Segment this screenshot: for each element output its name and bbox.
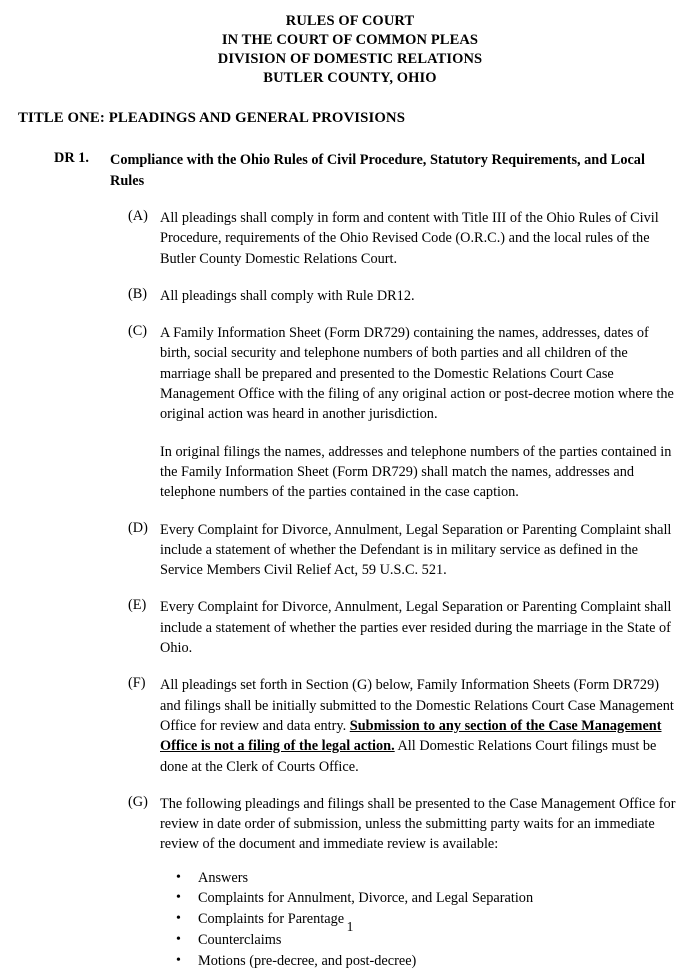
item-c-body [160,323,682,502]
item-f-text-before: All pleadings set forth in Section (G) below, Family Information Sheets (Form DR729) and filings shall be initially submitted to the Domestic Relations Court Case Management Office for review and data entry. [160,677,674,734]
item-f-text-after: All Domestic Relations Court filings must be done at the Clerk of Courts Office. [160,738,657,775]
item-f-emphasis: Submission to any section of the Case Management Office is not a filing of the legal action. [160,717,662,755]
item-c [18,323,682,502]
title-one-heading: TITLE ONE: PLEADINGS AND GENERAL PROVISIONS [18,110,406,127]
item-c-paragraph-2: In original filings the names, addresses and telephone numbers of the parties contained in the Family Information Sheet (Form DR729) shall match the names, addresses and telephone numbers of the parties contained in the case caption. [160,443,672,501]
rule-dr1 [18,150,682,191]
item-e-label: (E) [128,597,147,614]
header-line-3: DIVISION OF DOMESTIC RELATIONS [217,50,483,67]
item-b-body [160,286,682,306]
item-f-paragraph-1 [160,675,682,776]
item-f-label: (F) [128,675,146,692]
item-b-label: (B) [128,285,148,302]
rule-label: DR 1. [54,150,89,167]
item-g-body [160,794,682,972]
list-item: • Counterclaims [176,931,682,951]
document-header [18,12,682,87]
item-a [18,208,682,269]
item-d-label: (D) [128,519,148,536]
item-e-paragraph-1: Every Complaint for Divorce, Annulment, Legal Separation or Parenting Complaint shall include a statement of whether the parties ever resided during the marriage in the State of Ohio. [160,599,672,657]
rule-heading: Compliance with the Ohio Rules of Civil Procedure, Statutory Requirements, and Local Rules [110,152,645,189]
header-line-4: BUTLER COUNTY, OHIO [263,69,437,86]
item-c-paragraph-1: A Family Information Sheet (Form DR729) containing the names, addresses, dates of birth, social security and telephone numbers of both parties and all children of the marriage shall be prepared and presented to the Domestic Relations Court Case Management Office with the filing of any original action or post-decree motion where the original action was heard in another jurisdiction. [160,325,674,423]
item-a-paragraph-1: All pleadings shall comply in form and content with Title III of the Ohio Rules of Civil Procedure, requirements of the Ohio Revised Code (O.R.C.) and the local rules of the Butler County Domestic Relations Court. [160,209,659,267]
item-d-body [160,520,682,581]
list-item: • Complaints for Annulment, Divorce, and Legal Separation [176,889,682,909]
header-line-2: IN THE COURT OF COMMON PLEAS [221,31,479,48]
item-a-label: (A) [128,207,148,224]
item-b-paragraph-1: All pleadings shall comply with Rule DR12. [160,287,415,304]
header-line-1: RULES OF COURT [285,13,415,29]
item-g [18,794,682,972]
item-b [18,286,682,306]
item-e-body [160,597,682,658]
item-g-label: (G) [128,793,148,810]
item-c-label: (C) [128,323,148,340]
list-item: • Motions (pre-decree, and post-decree) [176,952,682,972]
item-d-paragraph-1: Every Complaint for Divorce, Annulment, Legal Separation or Parenting Complaint shall include a statement of whether the Defendant is in military service as defined in the Service Members Civil Relief Act, 59 U.S.C. 521. [160,521,672,579]
item-g-paragraph-1: The following pleadings and filings shall be presented to the Case Management Office for review in date order of submission, unless the submitting party waits for an immediate review of the document and immediate review is available: [160,795,676,853]
item-d [18,520,682,581]
item-f-body [160,675,682,776]
page-number: 1 [346,919,354,934]
item-a-body [160,208,682,269]
item-e [18,597,682,658]
list-item: • Complaints for Parentage [176,910,682,930]
list-item: • Answers [176,869,682,889]
item-f [18,675,682,776]
